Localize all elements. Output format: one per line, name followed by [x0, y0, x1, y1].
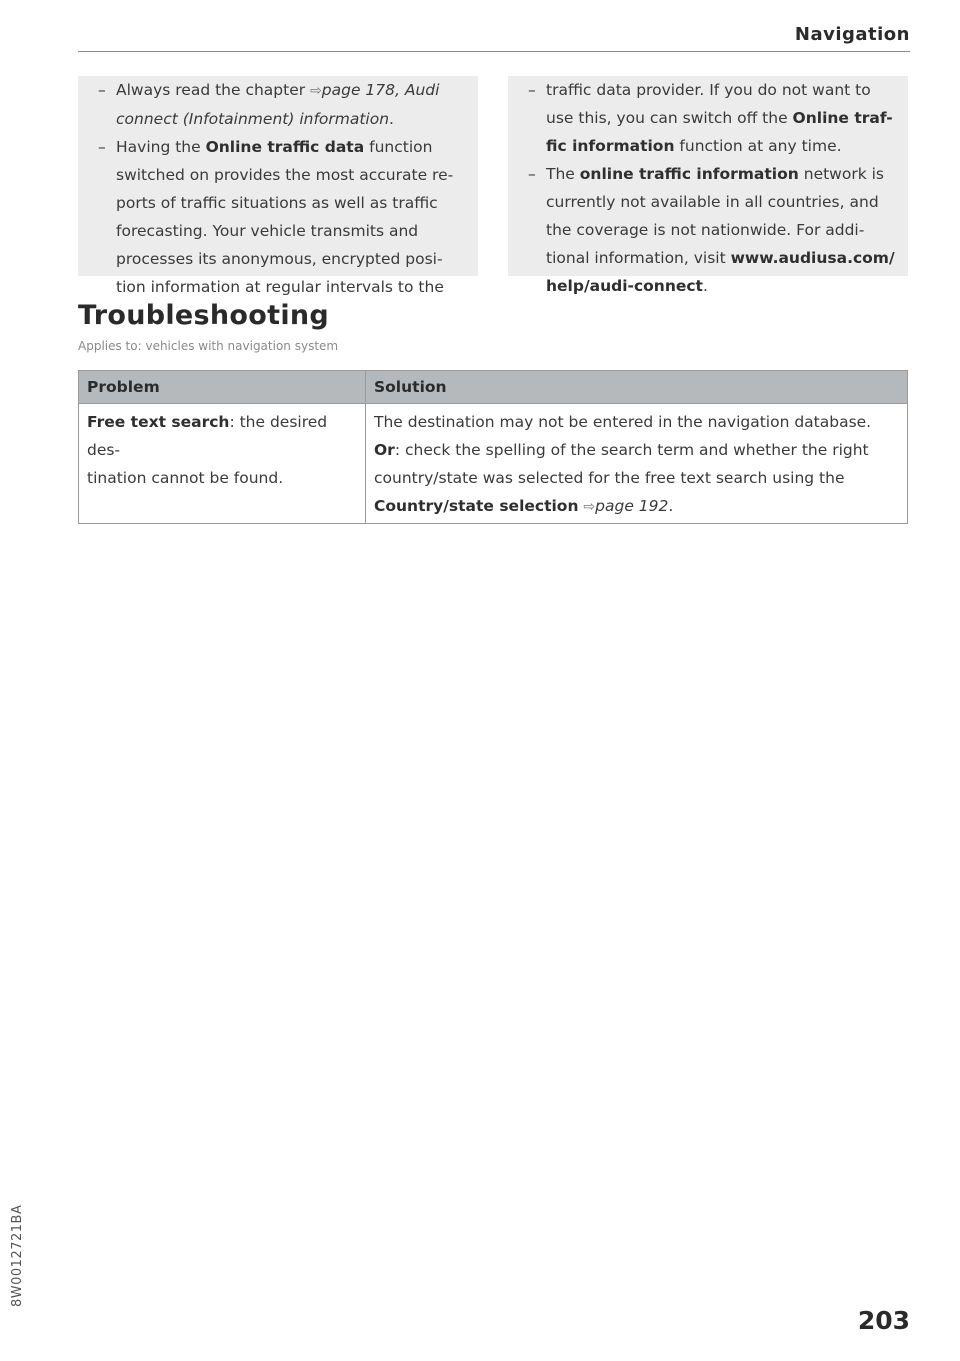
- note-bold-term: Online traf-: [792, 109, 893, 127]
- column-header-problem: Problem: [79, 371, 366, 404]
- note-text: network is: [798, 165, 884, 183]
- note-text: currently not available in all countries, and: [546, 193, 879, 211]
- document-code: 8W0012721BA: [10, 1204, 25, 1307]
- note-text: the coverage is not nationwide. For addi-: [546, 221, 865, 239]
- note-text: Always read the chapter: [116, 81, 311, 99]
- section-header: Navigation: [794, 24, 910, 45]
- note-text: tion information at regular intervals to the: [116, 278, 444, 296]
- note-text: .: [389, 110, 394, 128]
- cell-text: : the desired des-: [87, 413, 328, 459]
- note-text: traffic data provider. If you do not want to: [546, 81, 871, 99]
- applies-to-note: Applies to: vehicles with navigation system: [78, 339, 339, 353]
- cell-text: .: [668, 497, 674, 515]
- note-text: The: [546, 165, 580, 183]
- cell-text: : check the spelling of the search term and whether the right: [394, 441, 869, 459]
- note-box-left: [78, 76, 478, 296]
- note-text: .: [702, 277, 708, 295]
- table-header-row: [79, 371, 908, 404]
- page-reference-link[interactable]: page 178, Audi: [321, 81, 440, 99]
- page-ref-arrow-icon: ⇨: [310, 83, 322, 99]
- note-bold-term: fic information: [546, 137, 675, 155]
- note-continuation: [528, 76, 898, 160]
- page-reference-link-cont[interactable]: connect (Infotainment) information: [116, 110, 390, 128]
- cell-bold-term: Country/state selection: [374, 497, 579, 515]
- note-text: forecasting. Your vehicle transmits and: [116, 222, 419, 240]
- table-row: [79, 404, 908, 524]
- page-number: 203: [857, 1306, 910, 1335]
- troubleshooting-table: [78, 370, 908, 524]
- section-title: Troubleshooting: [78, 300, 330, 331]
- solution-cell: [366, 404, 908, 524]
- cell-text: The destination may not be entered in the navigation database.: [374, 413, 872, 431]
- cell-text: tination cannot be found.: [87, 469, 284, 487]
- column-header-solution: Solution: [366, 371, 908, 404]
- cell-text: country/state was selected for the free text search using the: [374, 469, 845, 487]
- cell-bold-term: Or: [374, 441, 395, 459]
- url-link-cont[interactable]: help/audi-connect: [546, 277, 703, 295]
- page-ref-arrow-icon: ⇨: [583, 499, 596, 515]
- note-text: tional information, visit: [546, 249, 731, 267]
- note-bullet-availability: [528, 160, 898, 300]
- note-text: switched on provides the most accurate re-: [116, 166, 454, 184]
- note-text: function: [364, 138, 433, 156]
- note-bullet-read-chapter: [98, 76, 468, 133]
- url-link[interactable]: www.audiusa.com/: [730, 249, 895, 267]
- note-text: function at any time.: [674, 137, 842, 155]
- note-bold-term: online traffic information: [579, 165, 799, 183]
- note-text: Having the: [116, 138, 206, 156]
- note-text: processes its anonymous, encrypted posi-: [116, 250, 443, 268]
- header-rule: [78, 51, 910, 52]
- problem-cell: [79, 404, 366, 524]
- page-reference-link[interactable]: page 192: [595, 497, 669, 515]
- note-text: ports of traffic situations as well as traffic: [116, 194, 438, 212]
- problem-term: Free text search: [87, 413, 230, 431]
- note-bullet-online-traffic: [98, 133, 468, 301]
- note-text: use this, you can switch off the: [546, 109, 793, 127]
- note-bold-term: Online traffic data: [205, 138, 365, 156]
- note-box-right: [508, 76, 908, 295]
